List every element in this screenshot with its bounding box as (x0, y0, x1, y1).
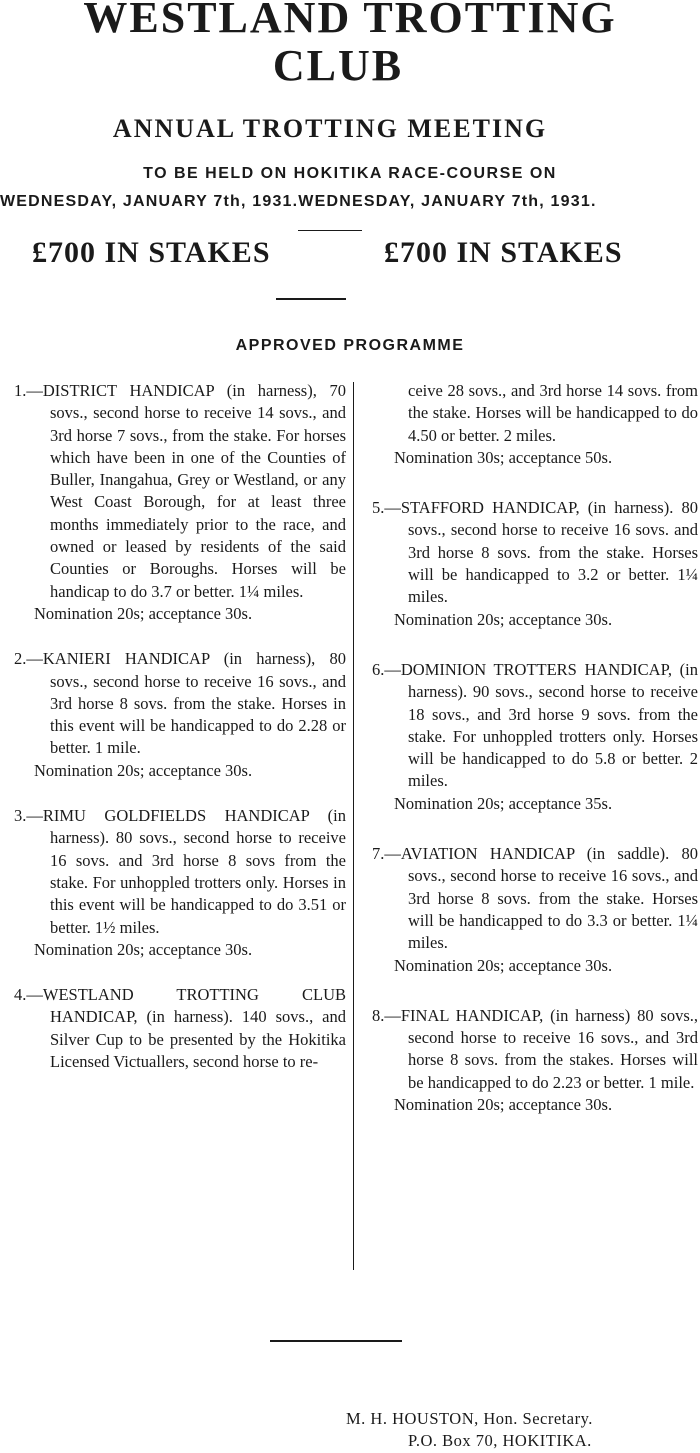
race-description: 5.—STAFFORD HANDICAP, (in harness). 80 sovs., second horse to receive 16 sovs. and 3rd horse 8 sovs. from the stake. Horses will be handicapped to 3.2 or better. 1¼ miles. (372, 498, 698, 607)
race-description-continued: ceive 28 sovs., and 3rd horse 14 sovs. from the stake. Horses will be handicapped to do 4.50 or better. 2 miles. (408, 381, 698, 445)
race-description: 8.—FINAL HANDICAP, (in harness) 80 sovs., second horse to receive 16 sovs., and 3rd horse 8 sovs. from the stakes. Horses will be handicapped to do 2.23 or better. 1 mile. (372, 1005, 698, 1092)
race-fees: Nomination 20s; acceptance 30s. (394, 1095, 613, 1115)
race-item-4-continued (372, 380, 698, 469)
race-item-3 (14, 805, 346, 961)
programme-title: APPROVED PROGRAMME (235, 337, 465, 354)
divider-rule-middle (276, 298, 346, 300)
race-fees: Nomination 20s; acceptance 30s. (34, 939, 253, 959)
race-item-7 (372, 843, 698, 977)
race-item-2 (14, 648, 346, 782)
race-description: 4.—WESTLAND TROTTING CLUB HANDICAP, (in harness). 140 sovs., and Silver Cup to be presented by the Hokitika Licensed Victuallers, second horse to re- (14, 985, 346, 1072)
divider-rule-bottom (270, 1340, 402, 1342)
postal-address: P.O. Box 70, HOKITIKA. (408, 1431, 592, 1450)
race-description: 6.—DOMINION TROTTERS HANDICAP, (in harness). 90 sovs., second horse to receive 18 sovs., and 3rd horse 9 sovs. from the stake. For unhoppled trotters only. Horses will be handicapped to do 5.8 or better. 2 miles. (372, 659, 698, 791)
race-description: 2.—KANIERI HANDICAP (in harness), 80 sovs., second horse to receive 16 sovs., and 3rd horse 8 sovs. from the stake. Horses in this event will be handicapped to do 2.28 or better. 1 mile. (14, 649, 346, 758)
programme-column-left (14, 380, 346, 1096)
race-item-5 (372, 497, 698, 631)
stakes-left: £700 IN STAKES (32, 236, 271, 269)
meeting-title: ANNUAL TROTTING MEETING (112, 114, 548, 143)
race-description: 1.—DISTRICT HANDICAP (in harness), 70 sovs., second horse to receive 14 sovs., and 3rd horse 7 sovs., from the stake. For horses which have been in one of the Counties of Buller, Inangahua, Grey or Westland, or any West Coast Borough, for at least three months immediately prior to the race, and owned or leased by residents of the said Counties or Boroughs. Horses will be handicap to do 3.7 or better. 1¼ miles. (14, 381, 346, 601)
race-item-4 (14, 984, 346, 1073)
stakes-right: £700 IN STAKES (384, 236, 623, 269)
race-fees: Nomination 20s; acceptance 30s. (394, 955, 613, 975)
race-description: 7.—AVIATION HANDICAP (in saddle). 80 sovs., second horse to receive 16 sovs., and 3rd horse 8 sovs. from the stake. Horses will be handicapped to do 3.3 or better. 1¼ miles. (372, 844, 698, 953)
club-title-line2: CLUB (272, 41, 404, 90)
race-fees: Nomination 20s; acceptance 35s. (394, 793, 613, 813)
race-item-8 (372, 1005, 698, 1116)
date-line: WEDNESDAY, JANUARY 7th, 1931.WEDNESDAY, JANUARY 7th, 1931. (0, 193, 597, 210)
race-fees: Nomination 20s; acceptance 30s. (34, 603, 253, 623)
race-item-1 (14, 380, 346, 625)
divider-rule-top (298, 230, 362, 231)
column-divider (353, 382, 354, 1270)
race-fees: Nomination 30s; acceptance 50s. (394, 447, 613, 467)
venue-line: TO BE HELD ON HOKITIKA RACE-COURSE ON (143, 165, 557, 182)
race-description: 3.—RIMU GOLDFIELDS HANDICAP (in harness). 80 sovs., second horse to receive 16 sovs. and 3rd horse 8 sovs from the stake. For unhoppled trotters only. Horses in this event will be handicapped to do 3.51 or better. 1½ miles. (14, 806, 346, 937)
race-fees: Nomination 20s; acceptance 30s. (394, 609, 613, 629)
race-fees: Nomination 20s; acceptance 30s. (34, 760, 253, 780)
secretary-signature: M. H. HOUSTON, Hon. Secretary. (346, 1409, 593, 1428)
programme-column-right (372, 380, 698, 1144)
race-item-6 (372, 659, 698, 815)
club-title-line1: WESTLAND TROTTING (83, 0, 617, 42)
